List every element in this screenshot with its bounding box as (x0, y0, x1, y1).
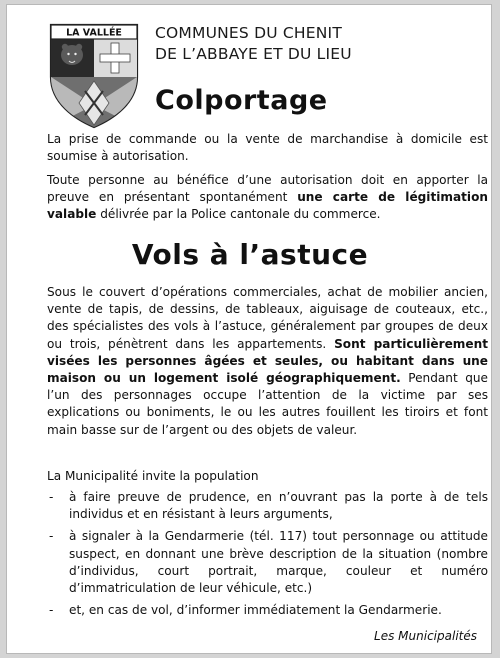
colportage-title: Colportage (155, 85, 328, 116)
vols-p1-start: Sous le couvert d’opérations commerciales, achat de mobilier ancien, vente de tapis, de dessins, de tableaux, aiguisage de couteaux, etc., des spécialistes des vols à l’astuce, généralement par groupes de deux ou trois, pénètrent dans les appartements. (47, 285, 488, 351)
list-dash: - (49, 490, 54, 504)
advice-list (47, 489, 488, 619)
colportage-p2-bold: une carte de légitimation valable (47, 190, 488, 222)
vols-invite: La Municipalité invite la population (47, 469, 259, 483)
list-item (47, 489, 488, 523)
list-item (47, 528, 488, 597)
vols-paragraph-1 (47, 284, 488, 439)
vols-title: Vols à l’astuce (131, 238, 369, 271)
coat-of-arms-logo (47, 21, 141, 129)
vols-p1-bold: Sont particulièrement visées les personnes âgées et seules, ou habitant dans une maison ou un logement isolé géographiquement. (47, 336, 488, 386)
communes-header (155, 23, 485, 65)
colportage-paragraph-2 (47, 172, 488, 224)
colportage-paragraph-1: La prise de commande ou la vente de marchandise à domicile est soumise à autorisation. (47, 132, 488, 164)
signature: Les Municipalités (374, 629, 477, 643)
crest-banner: LA VALLÉE (66, 27, 122, 39)
colportage-p2-start: Toute personne au bénéfice d’une autorisation doit en apporter la preuve en présentant spontanément (47, 173, 488, 205)
list-item-text: et, en cas de vol, d’informer immédiatement la Gendarmerie. (69, 603, 442, 618)
list-item-text: à faire preuve de prudence, en n’ouvrant pas la porte à de tels individus et en résistant à leurs arguments, (69, 490, 488, 522)
communes-line-1: COMMUNES DU CHENIT (155, 24, 342, 42)
communes-line-2: DE L’ABBAYE ET DU LIEU (155, 45, 352, 63)
notice-sheet (6, 4, 492, 654)
colportage-p2-end: délivrée par la Police cantonale du commerce. (96, 207, 381, 222)
list-dash: - (49, 603, 54, 618)
list-item-text: à signaler à la Gendarmerie (tél. 117) tout personnage ou attitude suspect, en donnant une brève description de la situation (nombre d’individus, court portrait, marque, couleur et numéro d’immatriculation de leur véhicule, etc.) (69, 529, 488, 596)
list-item (47, 602, 488, 619)
list-dash: - (49, 529, 54, 544)
vols-p1-end: Pendant que l’un des personnages occupe l’attention de la victime par ses explications ou boniments, le ou les autres fouillent les tiroirs et font main basse sur de l’argent ou des objets de valeur. (47, 371, 488, 437)
